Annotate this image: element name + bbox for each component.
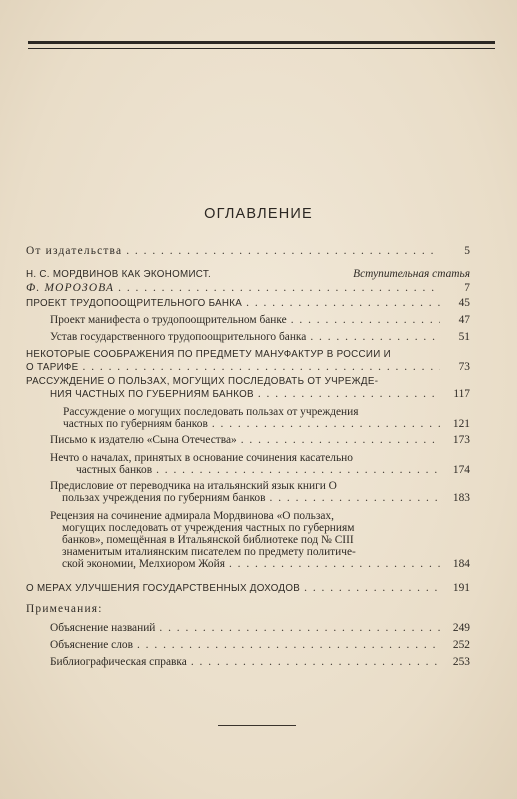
entry-text: Объяснение названий	[50, 622, 156, 634]
entry-text: ской экономии, Мелхиором Жойя	[62, 558, 225, 570]
page-number: 174	[452, 464, 470, 476]
leader-dots	[291, 314, 440, 326]
leader-dots	[270, 492, 440, 504]
toc-entry-bank-project[interactable]	[26, 297, 470, 310]
entry-text: Нечто о началах, принятых в основание сочинения касательно	[50, 452, 353, 464]
page-number: 51	[458, 331, 470, 343]
leader-dots	[212, 418, 440, 430]
leader-dots	[304, 582, 440, 594]
entry-text: банков», помещённая в Итальянской библиотеке под № CIII	[62, 534, 354, 546]
page-number: 73	[458, 361, 470, 373]
entry-text: НЕКОТОРЫЕ СООБРАЖЕНИЯ ПО ПРЕДМЕТУ МАНУФАКТУР В РОССИИ И	[26, 349, 391, 360]
entry-text: Объяснение слов	[50, 639, 133, 651]
entry-text: Библиографическая справка	[50, 656, 187, 668]
entry-text: частных по губерниям банков	[63, 418, 208, 430]
page-number: 184	[452, 558, 470, 570]
toc-notes-heading	[26, 603, 470, 615]
entry-text: Н. С. МОРДВИНОВ КАК ЭКОНОМИСТ.	[26, 269, 212, 280]
entry-text: могущих последовать от учреждения частных по губерниям	[62, 522, 355, 534]
entry-text: Устав государственного трудопоощрительного банка	[50, 331, 307, 343]
leader-dots	[83, 361, 441, 373]
page-number: 183	[452, 492, 470, 504]
leader-dots	[137, 639, 440, 651]
page-number: 121	[452, 418, 470, 430]
page-number: 253	[452, 656, 470, 668]
toc-entry-introduction[interactable]	[26, 268, 470, 294]
page-number: 47	[458, 314, 470, 326]
entry-text: Письмо к издателю «Сына Отечества»	[50, 434, 237, 446]
toc-entry-publisher[interactable]	[26, 245, 470, 257]
toc-entry-names[interactable]	[50, 622, 470, 634]
toc-entry-charter[interactable]	[50, 331, 470, 343]
toc-entry-preface[interactable]	[50, 480, 470, 504]
toc-entry-words[interactable]	[50, 639, 470, 651]
entry-text: Примечания:	[26, 603, 103, 615]
leader-dots	[258, 388, 440, 400]
toc-entry-principles[interactable]	[50, 452, 470, 476]
entry-text: О ТАРИФЕ	[26, 362, 79, 373]
leader-dots	[241, 434, 440, 446]
toc-entry-revenues[interactable]	[26, 582, 470, 595]
entry-text: НИЯ ЧАСТНЫХ ПО ГУБЕРНИЯМ БАНКОВ	[50, 389, 254, 400]
entry-text: частных банков	[76, 464, 153, 476]
footer-rule	[218, 725, 296, 726]
toc-title: ОГЛАВЛЕНИЕ	[204, 206, 313, 222]
toc-entry-manufactures[interactable]	[26, 349, 470, 374]
entry-text: РАССУЖДЕНИЕ О ПОЛЬЗАХ, МОГУЩИХ ПОСЛЕДОВАТЬ ОТ УЧРЕЖДЕ-	[26, 376, 379, 387]
leader-dots	[118, 282, 440, 294]
entry-text: Предисловие от переводчика на итальянский язык книги О	[50, 480, 337, 492]
entry-text: Рассуждение о могущих последовать пользах от учреждения	[63, 406, 359, 418]
toc-entry-review[interactable]	[50, 510, 470, 570]
leader-dots	[126, 245, 440, 257]
entry-author: Ф. МОРОЗОВА	[26, 282, 115, 294]
leader-dots	[191, 656, 440, 668]
page-number: 191	[452, 582, 470, 594]
toc-entry-bibliography[interactable]	[50, 656, 470, 668]
page-number: 45	[458, 297, 470, 309]
entry-text: пользах учреждения по губерниям банков	[62, 492, 266, 504]
page-number: 7	[464, 282, 470, 294]
leader-dots	[156, 464, 440, 476]
leader-dots	[229, 558, 440, 570]
entry-subtitle: Вступительная статья	[353, 268, 470, 280]
toc-entry-private-banks[interactable]	[26, 376, 470, 401]
page-number: 173	[452, 434, 470, 446]
page-number: 249	[452, 622, 470, 634]
page-number: 252	[452, 639, 470, 651]
leader-dots	[246, 297, 440, 309]
entry-text: От издательства	[26, 245, 123, 257]
page-number: 5	[464, 245, 470, 257]
entry-text: О МЕРАХ УЛУЧШЕНИЯ ГОСУДАРСТВЕННЫХ ДОХОДОВ	[26, 583, 301, 594]
toc-entry-letter[interactable]	[50, 434, 470, 446]
leader-dots	[310, 331, 440, 343]
page-number: 117	[453, 388, 470, 400]
entry-text: ПРОЕКТ ТРУДОПООЩРИТЕЛЬНОГО БАНКА	[26, 298, 243, 309]
entry-text: знаменитым италиянским писателем по предмету политиче-	[62, 546, 356, 558]
toc-entry-reasoning[interactable]	[63, 406, 470, 430]
leader-dots	[159, 622, 440, 634]
toc-entry-manifesto[interactable]	[50, 314, 470, 326]
entry-text: Рецензия на сочинение адмирала Мордвинова «О пользах,	[50, 510, 334, 522]
entry-text: Проект манифеста о трудопоощрительном банке	[50, 314, 287, 326]
